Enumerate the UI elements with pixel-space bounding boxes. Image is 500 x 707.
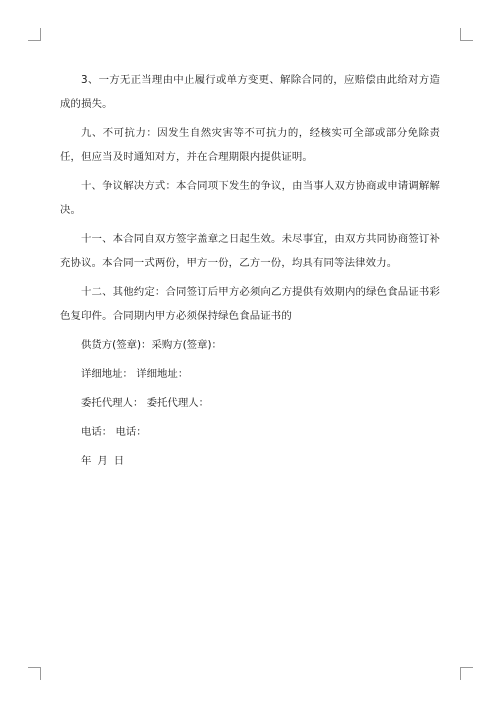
document-body [60, 68, 440, 478]
date-year: 年 [81, 455, 92, 467]
crop-mark-top-left [28, 28, 41, 41]
crop-mark-bottom-left [28, 667, 41, 680]
date-month: 月 [97, 455, 108, 467]
clause-force-majeure: 九、不可抗力：因发生自然灾害等不可抗力的，经核实可全部或部分免除责任，但应当及时通知对方，并在合理期限内提供证明。 [60, 127, 440, 163]
crop-mark-top-right [460, 28, 473, 41]
clause-breach-compensation: 3、一方无正当理由中止履行或单方变更、解除合同的，应赔偿由此给对方造成的损失。 [60, 74, 440, 110]
clause-dispute-resolution: 十、争议解决方式：本合同项下发生的争议，由当事人双方协商或申请调解解决。 [60, 180, 440, 216]
agent-line: 委托代理人： 委托代理人： [81, 397, 209, 409]
address-line: 详细地址： 详细地址： [81, 368, 189, 380]
crop-mark-bottom-right [460, 667, 473, 680]
clause-other-agreements: 十二、其他约定：合同签订后甲方必须向乙方提供有效期内的绿色食品证书彩色复印件。合同期内甲方必须保持绿色食品证书的 [60, 286, 440, 322]
signature-parties-line: 供货方(签章)：采购方(签章)： [81, 339, 222, 351]
phone-line: 电话： 电话： [81, 426, 147, 438]
date-day: 日 [113, 455, 125, 467]
date-line [60, 449, 440, 473]
clause-effectiveness: 十一、本合同自双方签字盖章之日起生效。未尽事宜，由双方共同协商签订补充协议。本合同一式两份，甲方一份，乙方一份，均具有同等法律效力。 [60, 233, 440, 269]
